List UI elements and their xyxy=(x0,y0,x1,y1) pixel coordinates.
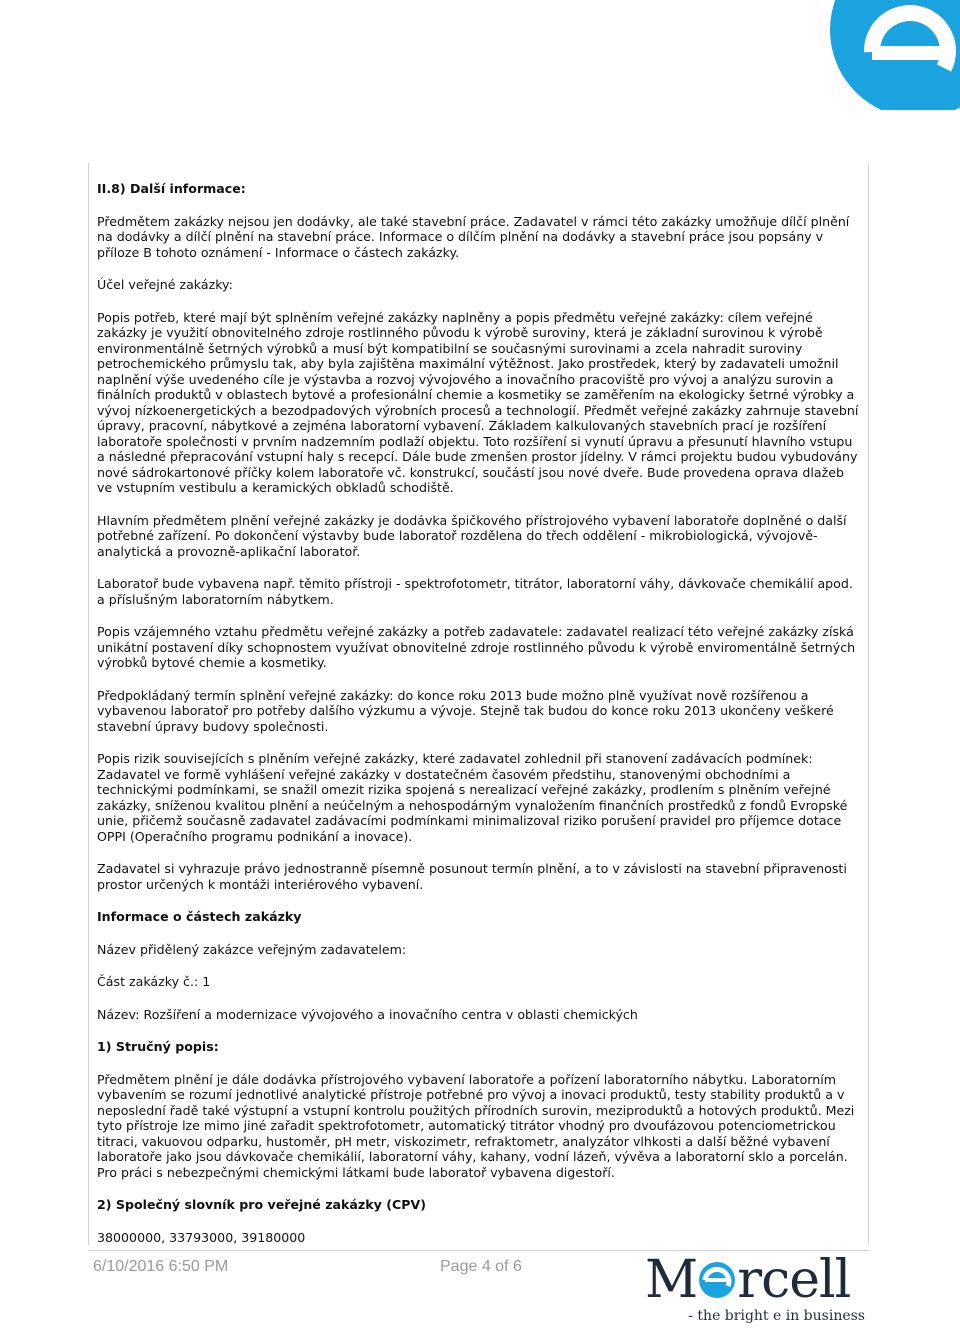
brand-e-logo-icon xyxy=(800,0,960,110)
short-description-heading: 1) Stručný popis: xyxy=(97,1039,219,1054)
brand-e-icon xyxy=(697,1261,737,1299)
part-name-label: Název přidělený zakázce veřejným zadavatelem: xyxy=(97,941,407,957)
parts-heading: Informace o částech zakázky xyxy=(97,909,302,924)
section-heading: II.8) Další informace: xyxy=(97,181,246,196)
brand-logo xyxy=(645,1252,865,1324)
part-number: Část zakázky č.: 1 xyxy=(97,974,211,989)
intro-paragraph: Předmětem zakázky nejsou jen dodávky, ale také stavební práce. Zadavatel v rámci této zakázky umožňuje dílčí plnění na dodávky a dílčí plnění na stavební práce. Informace o dílčím plnění na dodávky a stavební práce jsou popsány v příloze B tohoto oznámení - Informace o částech zakázky. xyxy=(97,213,850,260)
brand-prefix: M xyxy=(645,1250,698,1310)
cpv-heading: 2) Společný slovník pro veřejné zakázky (CPV) xyxy=(97,1197,426,1212)
footer-timestamp: 6/10/2016 6:50 PM xyxy=(93,1258,229,1275)
short-description-paragraph: Předmětem plnění je dále dodávka přístrojového vybavení laboratoře a pořízení laboratorního nábytku. Laboratorním vybavením se rozumí jednotlivé analytické přístroje potřebné pro vývoj a inovaci produktů, testy stability produktů a v neposlední řadě také výstupní a vstupní kontrolu použitých přírodních surovin, meziproduktů a hotových produktů. Mezi tyto přístroje lze mimo jiné zařadit spektrofotometr, automatický titrátor vhodný pro dvoufázovou potenciometrickou titraci, vakuovou odparku, hustoměr, pH metr, viskozimetr, refraktometr, analyzátor vlhkosti a další běžné vybavení laboratoře jako jsou dávkovače chemikálií, laboratorní váhy, kahany, vodní lázeň, vývěva a laboratorní sklo a porcelán. Pro práci s nebezpečnými chemickými látkami bude laboratoř vybavena digestoří. xyxy=(97,1071,855,1180)
reservation-paragraph: Zadavatel si vyhrazuje právo jednostranně písemně posunout termín plnění, a to v závislosti na stavební připravenosti prostor určených k montáži interiérového vybavení. xyxy=(97,861,847,892)
relation-paragraph: Popis vzájemného vztahu předmětu veřejné zakázky a potřeb zadavatele: zadavatel realizací této veřejné zakázky získá unikátní postavení díky schopnostem využívat obnovitelné zdroje rostlinného původu k výrobě enviromentálně šetrných výrobků bytové chemie a kosmetiky. xyxy=(97,624,856,670)
main-subject-paragraph: Hlavním předmětem plnění veřejné zakázky je dodávka špičkového přístrojového vybavení laboratoře doplněné o další potřebné zařízení. Po dokončení výstavby bude laboratoř rozdělena do třech oddělení - mikrobiologická, vývojově-analytická a provozně-aplikační laboratoř. xyxy=(97,512,847,559)
brand-tagline: - the bright e in business xyxy=(688,1308,865,1324)
document-body xyxy=(88,163,869,1245)
purpose-paragraph: Popis potřeb, které mají být splněním veřejné zakázky naplněny a popis předmětu veřejné zakázky: cílem veřejné zakázky je využití obnovitelného zdroje rostlinného původu k výrobě suroviny, která je základní surovinou k výrobě environmentálně šetrných výrobků a musí být kompatibilní se současnými surovinami a zcela nahradit suroviny petrochemického průmyslu tak, aby byla zajištěna maximální výtěžnost. Jako prostředek, který by zadavateli umožnil naplnění výše uvedeného cíle je výstavba a rozvoj vývojového a inovačního pracoviště pro vývoj a analýzu surovin a finálních produktů v oblastech bytové a profesionální chemie a kosmetiky se zaměřením na ekologicky šetrné výrobky a vývoj nízkoenergetických a bezodpadových výrobních procesů a technologií. Předmět veřejné zakázky zahrnuje stavební úpravy, pracovní, nábytkové a zejména laboratorní vybavení. Základem kalkulovaných stavebních prací je rozšíření laboratoře společnosti v prvním nadzemním podlaží objektu. Toto rozšíření si vynutí úpravu a přesunutí hlavního vstupu a následné přepracování vstupní haly s recepcí. Dále bude zmenšen prostor jídelny. V rámci projektu budou vybudovány nové sádrokartonové příčky kolem laboratoře vč. konstrukcí, součástí jsou nové dveře. Bude provedena oprava dlažeb ve vstupním vestibulu a keramických obkladů schodiště. xyxy=(97,309,859,495)
part-title: Název: Rozšíření a modernizace vývojového a inovačního centra v oblasti chemických xyxy=(97,1006,638,1022)
cpv-codes: 38000000, 33793000, 39180000 xyxy=(97,1229,306,1245)
footer-page-number: Page 4 of 6 xyxy=(440,1258,522,1275)
deadline-paragraph: Předpokládaný termín splnění veřejné zakázky: do konce roku 2013 bude možno plně využívat nově rozšířenou a vybavenou laboratoř pro potřeby dalšího výzkumu a vývoje. Stejně tak budou do konce roku 2013 ukončeny veškeré stavební úpravy budovy společnosti. xyxy=(97,687,834,734)
risks-paragraph: Popis rizik souvisejících s plněním veřejné zakázky, které zadavatel zohlednil při stanovení zadávacích podmínek: Zadavatel ve formě vyhlášení veřejné zakázky v dostatečném časovém předstihu, stanovenými obchodními a technickými podmínkami, se snažil omezit rizika spojená s nerealizací veřejné zakázky, prodlením s plněním veřejné zakázky, sníženou kvalitou plnění a neúčelným a nehospodárným vynaložením finančních prostředků z fondů Evropské unie, přičemž současně zadavatel zadávacími podmínkami minimalizoval riziko porušení pravidel pro příjemce dotace OPPI (Operačního programu podnikání a inovace). xyxy=(97,751,848,844)
equipment-paragraph: Laboratoř bude vybavena např. těmito přístroji - spektrofotometr, titrátor, laboratorní váhy, dávkovače chemikálií apod. a příslušným laboratorním nábytkem. xyxy=(97,576,853,607)
purpose-label: Účel veřejné zakázky: xyxy=(97,277,233,292)
brand-wordmark xyxy=(645,1252,850,1308)
brand-suffix: rcell xyxy=(737,1250,851,1310)
